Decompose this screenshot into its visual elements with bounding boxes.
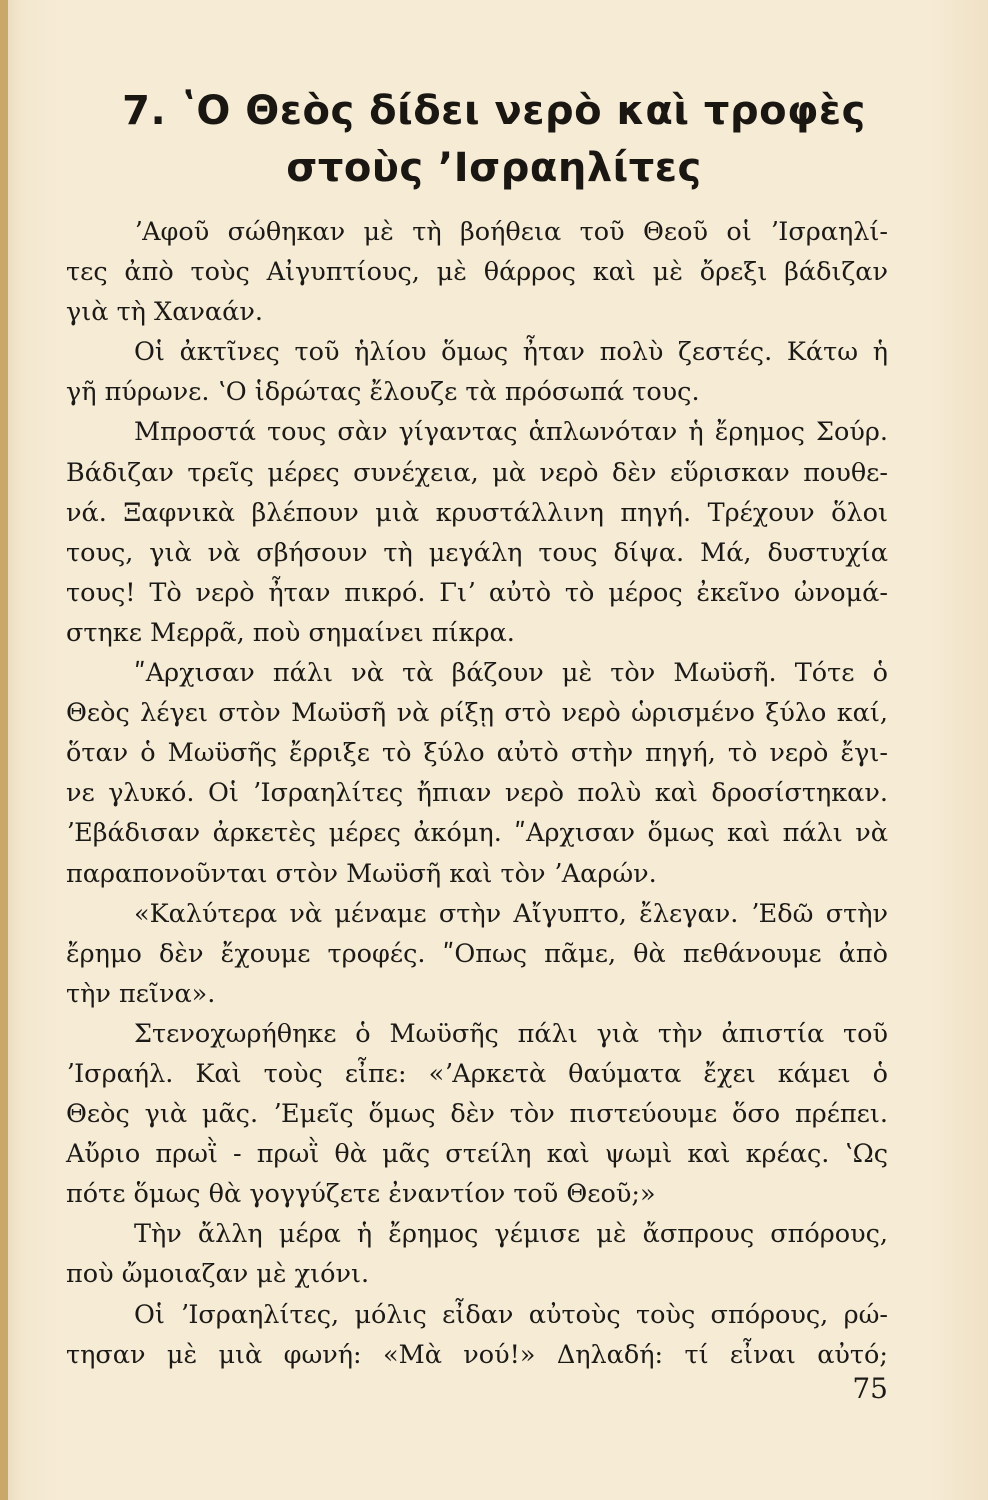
text-line: νε γλυκό. Οἱ ʼΙσραηλίτες ἤπιαν νερὸ πολὺ καὶ δροσίστηκαν. [66,778,888,809]
text-line: παραπονοῦνται στὸν Μωϋσῆ καὶ τὸν ʼΑαρών. [66,858,657,889]
chapter-title-line-2: στοὺς ʼΙσραηλίτες [286,145,702,191]
text-line: ʺΑρχισαν πάλι νὰ τὰ βάζουν μὲ τὸν Μωϋσῆ. Τότε ὁ [134,658,888,689]
text-line: πότε ὅμως θὰ γογγύζετε ἐναντίον τοῦ Θεοῦ;» [66,1179,656,1210]
text-line: στηκε Μερρᾶ, ποὺ σημαίνει πίκρα. [66,617,515,648]
text-line: ʼΙσραήλ. Καὶ τοὺς εἶπε: «ʼΑρκετὰ θαύματα ἔχει κάμει ὁ [66,1058,888,1089]
text-line: «Καλύτερα νὰ μέναμε στὴν Αἴγυπτο, ἔλεγαν. ʼΕδῶ στὴν [134,898,888,929]
text-line: νά. Ξαφνικὰ βλέπουν μιὰ κρυστάλλινη πηγή. Τρέχουν ὅλοι [66,497,888,528]
page-number: 75 [852,1372,888,1405]
text-line: Θεὸς λέγει στὸν Μωϋσῆ νὰ ρίξῃ στὸ νερὸ ὡρισμένο ξύλο καί, [66,698,888,729]
text-line: Τὴν ἄλλη μέρα ἡ ἔρημος γέμισε μὲ ἄσπρους σπόρους, [134,1219,888,1250]
text-line: Στενοχωρήθηκε ὁ Μωϋσῆς πάλι γιὰ τὴν ἀπιστία τοῦ [134,1018,888,1049]
text-line: Θεὸς γιὰ μᾶς. ʼΕμεῖς ὅμως δὲν τὸν πιστεύουμε ὅσο πρέπει. [66,1099,888,1130]
text-line: ʼΕβάδισαν ἀρκετὲς μέρες ἀκόμη. ʺΑρχισαν ὅμως καὶ πάλι νὰ [66,818,888,849]
text-line: Οἱ ʼΙσραηλίτες, μόλις εἶδαν αὐτοὺς τοὺς σπόρους, ρώ- [134,1299,888,1330]
text-line: τους! Τὸ νερὸ ἦταν πικρό. Γιʼ αὐτὸ τὸ μέρος ἐκεῖνο ὠνομά- [66,577,888,608]
text-line: Αὔριο πρωῒ - πρωῒ θὰ μᾶς στείλη καὶ ψωμὶ καὶ κρέας. ʽΩς [66,1139,888,1170]
text-line: ἔρημο δὲν ἔχουμε τροφές. ʺΟπως πᾶμε, θὰ πεθάνουμε ἀπὸ [66,938,888,969]
text-line: τὴν πεῖνα». [66,978,216,1009]
text-line: γιὰ τὴ Χαναάν. [66,297,263,328]
text-line: ποὺ ὤμοιαζαν μὲ χιόνι. [66,1259,370,1290]
page-edge [0,0,8,1500]
text-line: τες ἀπὸ τοὺς Αἰγυπτίους, μὲ θάρρος καὶ μὲ ὄρεξι βάδιζαν [66,257,888,288]
text-line: ὅταν ὁ Μωϋσῆς ἔρριξε τὸ ξύλο αὐτὸ στὴν πηγή, τὸ νερὸ ἔγι- [66,738,888,769]
text-line: ʼΑφοῦ σώθηκαν μὲ τὴ βοήθεια τοῦ Θεοῦ οἱ ʼΙσραηλί- [134,217,888,247]
text-line: τους, γιὰ νὰ σβήσουν τὴ μεγάλη τους δίψα. Μά, δυστυχία [66,537,888,568]
body-text [66,212,888,1375]
text-line: τησαν μὲ μιὰ φωνή: «Μὰ νού!» Δηλαδή: τί εἶναι αὐτό; [66,1339,888,1370]
text-line: Βάδιζαν τρεῖς μέρες συνέχεια, μὰ νερὸ δὲν εὕρισκαν πουθε- [66,457,888,488]
chapter-title-line-1: 7. ʽΟ Θεὸς δίδει νερὸ καὶ τροφὲς [122,88,866,134]
text-line: γῆ πύρωνε. ʽΟ ἱδρώτας ἔλουζε τὰ πρόσωπά τους. [66,377,700,408]
text-line: Μπροστά τους σὰν γίγαντας ἁπλωνόταν ἡ ἔρημος Σούρ. [134,417,888,448]
text-line: Οἱ ἀκτῖνες τοῦ ἡλίου ὅμως ἦταν πολὺ ζεστές. Κάτω ἡ [134,337,888,368]
